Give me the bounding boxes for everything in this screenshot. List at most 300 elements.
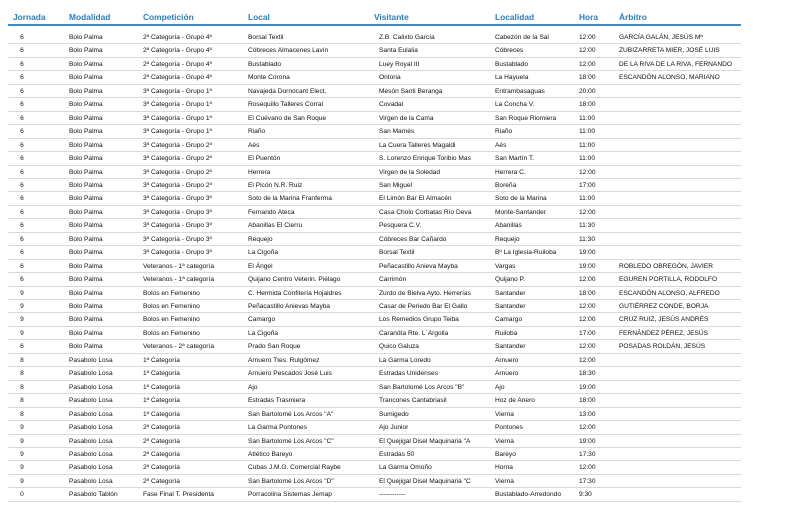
cell-modalidad: Bolo Palma — [69, 289, 103, 297]
table-row — [0, 246, 786, 259]
cell-localidad: Cabezón de la Sal — [495, 34, 549, 41]
cell-modalidad: Pasabolo Losa — [69, 383, 113, 391]
cell-visitante: Virgen de la Soledad — [379, 168, 441, 176]
cell-hora: 12:00 — [579, 276, 596, 284]
table-row — [0, 112, 786, 125]
cell-hora: 12:00 — [579, 168, 596, 176]
cell-local: Estradas Trasmiera — [248, 397, 306, 405]
cell-hora: 12:00 — [579, 343, 596, 351]
cell-hora: 12:00 — [579, 424, 596, 432]
cell-modalidad: Bolo Palma — [69, 47, 103, 55]
cell-modalidad: Bolo Palma — [69, 343, 103, 351]
cell-arbitro: EGUREN PORTILLA, RODOLFO — [619, 276, 718, 284]
cell-visitante: La Garma Omoño — [379, 464, 432, 472]
table-row — [0, 475, 786, 488]
cell-localidad: Entrambasaguas — [495, 87, 545, 95]
cell-local: Quijano Centro Veterin. Piélago — [248, 276, 341, 284]
table-row — [0, 287, 786, 300]
cell-local: Bustablado — [248, 60, 281, 68]
cell-jornada: 6 — [20, 249, 24, 257]
cell-localidad: Monte-Santander — [495, 208, 546, 216]
cell-jornada: 6 — [20, 222, 24, 230]
cell-modalidad: Bolo Palma — [69, 329, 103, 337]
table-row — [0, 71, 786, 84]
cell-jornada: 6 — [20, 208, 24, 216]
cell-competicion: Bolos en Femenino — [143, 316, 200, 324]
table-row — [0, 192, 786, 205]
table-row — [0, 327, 786, 340]
cell-visitante: Los Remedios Grupo Teiba — [379, 316, 459, 324]
cell-localidad: Ajo — [495, 383, 505, 391]
cell-competicion: 2ª Categoría - Grupo 4º — [143, 47, 212, 55]
cell-hora: 11:00 — [579, 141, 596, 149]
cell-local: Fernando Ateca — [248, 208, 295, 216]
table-row — [0, 233, 786, 246]
table-row — [0, 461, 786, 474]
cell-hora: 17:00 — [579, 329, 596, 337]
cell-hora: 12:00 — [579, 60, 596, 68]
cell-visitante: Zurdo de Bielva Ayto. Herrerías — [379, 289, 471, 297]
cell-modalidad: Pasabolo Losa — [69, 356, 113, 364]
cell-modalidad: Pasabolo Losa — [69, 464, 113, 472]
cell-local: Rosequillo Talleres Corral — [248, 101, 324, 109]
cell-visitante: Covadal — [379, 101, 404, 109]
cell-modalidad: Bolo Palma — [69, 208, 103, 216]
cell-localidad: Arnuero — [495, 370, 519, 378]
table-row — [0, 260, 786, 273]
cell-local: C. Hermida Confitería Hojaldres — [248, 289, 342, 297]
cell-jornada: 9 — [20, 316, 24, 324]
cell-local: Riaño — [248, 128, 266, 136]
cell-competicion: 3ª Categoría - Grupo 3º — [143, 222, 212, 230]
cell-competicion: 3ª Categoría - Grupo 1º — [143, 87, 212, 95]
cell-local: Herrera — [248, 168, 271, 176]
cell-competicion: 3ª Categoría - Grupo 2º — [143, 141, 212, 149]
cell-hora: 12:00 — [579, 303, 596, 310]
cell-competicion: Bolos en Femenino — [143, 303, 200, 310]
cell-jornada: 8 — [20, 397, 24, 405]
cell-competicion: 1ª Categoría — [143, 356, 180, 364]
table-row — [0, 273, 786, 286]
cell-local: La Garma Pontones — [248, 424, 308, 432]
cell-arbitro: FERNÁNDEZ PÉREZ, JESÚS — [619, 329, 709, 337]
cell-visitante: San Mamés — [379, 128, 415, 136]
cell-localidad: Herrera C. — [495, 168, 526, 176]
cell-hora: 12:00 — [579, 47, 596, 55]
cell-local: San Bartolomé Los Arcos "C" — [248, 437, 334, 445]
cell-arbitro: ESCANDÓN ALONSO, MARIANO — [619, 74, 720, 82]
cell-local: El Cuévano de San Roque — [248, 114, 327, 122]
cell-local: El Picón N.R. Ruiz — [248, 181, 303, 189]
cell-localidad: San Martín T. — [495, 155, 535, 163]
cell-visitante: La Garma Loredo — [379, 356, 431, 364]
cell-modalidad: Bolo Palma — [69, 262, 103, 270]
cell-jornada: 6 — [20, 60, 24, 68]
cell-localidad: Abanillas — [495, 222, 522, 230]
cell-competicion: 1ª Categoría — [143, 370, 180, 378]
cell-jornada: 6 — [20, 34, 24, 41]
cell-localidad: Bustablado — [495, 60, 528, 68]
cell-jornada: 6 — [20, 141, 24, 149]
cell-hora: 12:00 — [579, 356, 596, 364]
table-row — [0, 179, 786, 192]
cell-localidad: Riaño — [495, 128, 513, 136]
cell-hora: 11:00 — [579, 114, 596, 122]
cell-jornada: 9 — [20, 437, 24, 445]
cell-modalidad: Pasabolo Losa — [69, 477, 113, 485]
cell-arbitro: ZUBIZARRETA MIER, JOSÉ LUIS — [619, 47, 720, 55]
cell-visitante: Peñacastillo Anieva Mayba — [379, 262, 458, 270]
cell-competicion: 3ª Categoría - Grupo 3º — [143, 235, 212, 243]
cell-hora: 19:00 — [579, 249, 596, 257]
cell-competicion: 1ª Categoría — [143, 397, 180, 405]
cell-local: Arnuero Ttes. Rulgómez — [248, 356, 320, 364]
cell-modalidad: Bolo Palma — [69, 249, 103, 257]
table-row — [0, 85, 786, 98]
cell-local: La Cigoña — [248, 329, 279, 337]
cell-visitante: Estradas Unidenses — [379, 370, 439, 378]
cell-visitante: El Quejigal Disel Maquinaria "A — [379, 437, 471, 445]
cell-visitante: ------------ — [379, 491, 406, 499]
cell-localidad: Vierna — [495, 477, 514, 485]
row-separator — [8, 501, 741, 502]
cell-modalidad: Bolo Palma — [69, 195, 103, 203]
table-row — [0, 488, 786, 501]
table-row — [0, 31, 786, 44]
cell-jornada: 6 — [20, 74, 24, 82]
cell-competicion: 2ª Categoría - Grupo 4º — [143, 60, 212, 68]
cell-visitante: Ontoria — [379, 74, 401, 82]
cell-modalidad: Bolo Palma — [69, 168, 103, 176]
header-visitante: Visitante — [374, 12, 409, 22]
header-competicion: Competición — [143, 12, 194, 22]
cell-visitante: Pesquera C.V. — [379, 222, 422, 230]
cell-visitante: Casa Cholo Corbatas Río Deva — [379, 208, 472, 216]
table-row — [0, 421, 786, 434]
cell-competicion: 3ª Categoría - Grupo 2º — [143, 168, 212, 176]
cell-competicion: Veteranos - 1ª categoría — [143, 276, 214, 284]
cell-visitante: Z.B. Calixto García — [379, 34, 435, 41]
cell-modalidad: Pasabolo Losa — [69, 410, 113, 418]
cell-modalidad: Pasabolo Losa — [69, 450, 113, 458]
cell-jornada: 6 — [20, 276, 24, 284]
cell-localidad: Requejo — [495, 235, 520, 243]
table-row — [0, 152, 786, 165]
cell-arbitro: DE LA RIVA DE LA RIVA, FERNANDO — [619, 60, 732, 68]
cell-jornada: 9 — [20, 477, 24, 485]
cell-hora: 11:00 — [579, 128, 596, 136]
cell-localidad: Santander — [495, 303, 526, 310]
table-row — [0, 125, 786, 138]
table-header — [0, 0, 786, 25]
cell-competicion: 2ª Categoría — [143, 437, 180, 445]
table-row — [0, 44, 786, 57]
cell-hora: 9:30 — [579, 491, 592, 499]
cell-visitante: Luey Royal III — [379, 60, 420, 68]
cell-hora: 12:00 — [579, 464, 596, 472]
cell-competicion: Veteranos - 2ª categoría — [143, 343, 214, 351]
cell-competicion: 1ª Categoría — [143, 410, 180, 418]
table-row — [0, 381, 786, 394]
cell-local: Cubas J.M.G. Comercial Raybe — [248, 464, 341, 472]
cell-localidad: Quijano P. — [495, 276, 525, 284]
cell-competicion: 3ª Categoría - Grupo 2º — [143, 181, 212, 189]
cell-arbitro: CRUZ RUIZ, JESÚS ANDRÉS — [619, 316, 709, 324]
cell-visitante: Ajo Junior — [379, 424, 409, 432]
cell-visitante: El Limón Bar El Almacén — [379, 195, 452, 203]
cell-jornada: 6 — [20, 235, 24, 243]
table-row — [0, 98, 786, 111]
table-row — [0, 340, 786, 353]
cell-modalidad: Bolo Palma — [69, 276, 103, 284]
cell-arbitro: ROBLEDO OBREGÓN, JAVIER — [619, 262, 714, 270]
cell-jornada: 9 — [20, 289, 24, 297]
cell-arbitro: ESCANDÓN ALONSO, ALFREDO — [619, 289, 720, 297]
table-row — [0, 435, 786, 448]
cell-hora: 19:00 — [579, 383, 596, 391]
cell-localidad: Cóbreces — [495, 47, 524, 55]
header-arbitro: Árbitro — [619, 12, 647, 22]
cell-modalidad: Pasabolo Losa — [69, 370, 113, 378]
cell-local: Aés — [248, 141, 260, 149]
cell-visitante: San Miguel — [379, 181, 412, 189]
cell-modalidad: Bolo Palma — [69, 101, 103, 109]
cell-modalidad: Bolo Palma — [69, 87, 103, 95]
cell-localidad: Santander — [495, 343, 526, 351]
cell-competicion: 3ª Categoría - Grupo 3º — [143, 208, 212, 216]
cell-modalidad: Bolo Palma — [69, 128, 103, 136]
cell-visitante: S. Lorenzo Enrique Toribio Mas — [379, 155, 471, 163]
cell-visitante: Estradas 50 — [379, 450, 415, 458]
cell-hora: 18:00 — [579, 74, 596, 82]
cell-local: Abanillas El Cierru — [248, 222, 303, 230]
cell-hora: 18:00 — [579, 397, 596, 405]
cell-modalidad: Bolo Palma — [69, 316, 103, 324]
table-row — [0, 394, 786, 407]
cell-modalidad: Pasabolo Tablón — [69, 491, 118, 499]
cell-localidad: Arnuero — [495, 356, 519, 364]
cell-jornada: 6 — [20, 87, 24, 95]
cell-local: El Ángel — [248, 262, 273, 270]
cell-localidad: Vargas — [495, 262, 516, 270]
cell-jornada: 6 — [20, 181, 24, 189]
cell-modalidad: Bolo Palma — [69, 181, 103, 189]
cell-hora: 11:00 — [579, 155, 596, 163]
cell-visitante: San Bartolomé Los Arcos "B" — [379, 383, 465, 391]
cell-hora: 11:30 — [579, 222, 596, 230]
cell-modalidad: Bolo Palma — [69, 74, 103, 82]
cell-jornada: 9 — [20, 329, 24, 337]
cell-hora: 18:30 — [579, 370, 596, 378]
cell-competicion: 2ª Categoría — [143, 450, 180, 458]
cell-local: Prado San Roque — [248, 343, 301, 351]
cell-jornada: 6 — [20, 128, 24, 136]
cell-local: Monte Corona — [248, 74, 290, 82]
table-row — [0, 408, 786, 421]
cell-local: San Bartolomé Los Arcos "D" — [248, 477, 334, 485]
table-row — [0, 313, 786, 326]
cell-visitante: La Cuera Talleres Magaldi — [379, 141, 456, 149]
cell-visitante: Cóbreces Bar Cañardo — [379, 235, 447, 243]
cell-hora: 20:00 — [579, 87, 596, 95]
cell-modalidad: Bolo Palma — [69, 222, 103, 230]
cell-competicion: 2ª Categoría — [143, 424, 180, 432]
cell-localidad: La Hayuela — [495, 74, 529, 82]
cell-arbitro: GARCÍA GALÁN, JESÚS Mª — [619, 34, 703, 41]
cell-competicion: Fase Final T. Presidenta — [143, 491, 214, 499]
cell-hora: 12:00 — [579, 316, 596, 324]
cell-localidad: Vierna — [495, 410, 514, 418]
cell-local: La Cigoña — [248, 249, 279, 257]
cell-competicion: 3ª Categoría - Grupo 2º — [143, 155, 212, 163]
cell-local: Requejo — [248, 235, 273, 243]
cell-modalidad: Pasabolo Losa — [69, 397, 113, 405]
cell-localidad: Pontones — [495, 424, 523, 432]
cell-modalidad: Pasabolo Losa — [69, 424, 113, 432]
table-row — [0, 367, 786, 380]
cell-hora: 12:00 — [579, 208, 596, 216]
table-row — [0, 448, 786, 461]
cell-competicion: 3ª Categoría - Grupo 1º — [143, 128, 212, 136]
cell-jornada: 0 — [20, 491, 24, 499]
cell-jornada: 6 — [20, 114, 24, 122]
cell-competicion: Bolos en Femenino — [143, 289, 200, 297]
cell-hora: 11:30 — [579, 235, 596, 243]
table-row — [0, 166, 786, 179]
cell-competicion: 2ª Categoría — [143, 464, 180, 472]
cell-modalidad: Bolo Palma — [69, 141, 103, 149]
cell-jornada: 9 — [20, 303, 24, 310]
cell-arbitro: POSADAS ROLDÁN, JESÚS — [619, 343, 706, 351]
cell-hora: 17:30 — [579, 477, 596, 485]
cell-hora: 17:00 — [579, 181, 596, 189]
cell-localidad: San Roque Riomiera — [495, 114, 557, 122]
cell-local: Peñacastillo Anievas Mayba — [248, 303, 331, 310]
cell-jornada: 8 — [20, 383, 24, 391]
cell-competicion: 3ª Categoría - Grupo 3º — [143, 249, 212, 257]
cell-competicion: 2ª Categoría - Grupo 4º — [143, 34, 212, 41]
table-row — [0, 219, 786, 232]
cell-hora: 19:00 — [579, 262, 596, 270]
cell-competicion: Bolos en Femenino — [143, 329, 200, 337]
cell-modalidad: Bolo Palma — [69, 34, 103, 41]
cell-visitante: Casar de Periedo Bar El Gallo — [379, 303, 468, 310]
cell-localidad: Vierna — [495, 437, 514, 445]
cell-hora: 13:00 — [579, 410, 596, 418]
cell-visitante: Borsal Textil — [379, 249, 415, 257]
cell-localidad: Bº La Iglesia-Ruiloba — [495, 249, 557, 257]
cell-modalidad: Bolo Palma — [69, 155, 103, 163]
cell-competicion: Veteranos - 1ª categoría — [143, 262, 214, 270]
header-localidad: Localidad — [495, 12, 535, 22]
table-row — [0, 139, 786, 152]
cell-jornada: 9 — [20, 450, 24, 458]
cell-local: Borsal Textil — [248, 34, 284, 41]
header-rule — [8, 24, 741, 26]
cell-local: Soto de la Marina Franferma — [248, 195, 332, 203]
cell-modalidad: Bolo Palma — [69, 114, 103, 122]
cell-hora: 12:00 — [579, 34, 596, 41]
cell-localidad: La Concha V. — [495, 101, 535, 109]
cell-visitante: Carandía Rte. L´Argolla — [379, 329, 449, 337]
cell-localidad: Boreña — [495, 181, 517, 189]
cell-jornada: 6 — [20, 262, 24, 270]
cell-jornada: 8 — [20, 370, 24, 378]
cell-visitante: Carrimón — [379, 276, 407, 284]
cell-jornada: 9 — [20, 424, 24, 432]
table-row — [0, 206, 786, 219]
cell-hora: 17:30 — [579, 450, 596, 458]
cell-visitante: Sumigedo — [379, 410, 409, 418]
header-local: Local — [248, 12, 270, 22]
cell-localidad: Horna — [495, 464, 513, 472]
cell-visitante: Mesón Santi Beranga — [379, 87, 443, 95]
cell-localidad: Bustablado-Arredondo — [495, 491, 561, 499]
cell-visitante: Trancones Cantabriasil — [379, 397, 447, 405]
cell-jornada: 6 — [20, 47, 24, 55]
table-row — [0, 300, 786, 313]
cell-visitante: Virgen de la Cama — [379, 114, 434, 122]
cell-local: San Bartolomé Los Arcos "A" — [248, 410, 334, 418]
cell-local: Atlético Bareyo — [248, 450, 293, 458]
cell-modalidad: Bolo Palma — [69, 303, 103, 310]
cell-hora: 18:00 — [579, 289, 596, 297]
cell-competicion: 3ª Categoría - Grupo 1º — [143, 101, 212, 109]
cell-modalidad: Pasabolo Losa — [69, 437, 113, 445]
cell-visitante: Quico Galuza — [379, 343, 419, 351]
cell-localidad: Hoz de Anero — [495, 397, 535, 405]
cell-localidad: Bareyo — [495, 450, 516, 458]
cell-localidad: Camargo — [495, 316, 523, 324]
cell-localidad: Soto de la Marina — [495, 195, 547, 203]
cell-local: Cóbreces Almacenes Lavín — [248, 47, 329, 55]
header-jornada: Jornada — [13, 12, 46, 22]
cell-competicion: 2ª Categoría — [143, 477, 180, 485]
cell-hora: 18:00 — [579, 101, 596, 109]
table-row — [0, 58, 786, 71]
cell-jornada: 6 — [20, 168, 24, 176]
cell-competicion: 3ª Categoría - Grupo 1º — [143, 114, 212, 122]
cell-modalidad: Bolo Palma — [69, 235, 103, 243]
cell-competicion: 1ª Categoría — [143, 383, 180, 391]
cell-jornada: 6 — [20, 101, 24, 109]
cell-jornada: 6 — [20, 195, 24, 203]
cell-local: Navajeda Dornocant Elect. — [248, 87, 327, 95]
cell-jornada: 9 — [20, 464, 24, 472]
cell-hora: 11:00 — [579, 195, 596, 203]
cell-jornada: 6 — [20, 155, 24, 163]
table-row — [0, 354, 786, 367]
cell-hora: 19:00 — [579, 437, 596, 445]
cell-localidad: Ruiloba — [495, 329, 518, 337]
cell-local: Arnuero Pescados José Luis — [248, 370, 332, 378]
cell-visitante: Santa Eulalia — [379, 47, 418, 55]
cell-localidad: Santander — [495, 289, 526, 297]
cell-local: Ajo — [248, 383, 258, 391]
cell-local: Camargo — [248, 316, 276, 324]
cell-arbitro: GUTIÉRREZ CONDE, BORJA — [619, 303, 709, 310]
cell-localidad: Aés — [495, 141, 507, 149]
cell-local: El Puentón — [248, 155, 281, 163]
cell-jornada: 6 — [20, 343, 24, 351]
cell-local: Porracolina Sistemas Jemap — [248, 491, 332, 499]
cell-modalidad: Bolo Palma — [69, 60, 103, 68]
cell-visitante: El Quejigal Disel Maquinaria "C — [379, 477, 471, 485]
cell-competicion: 2ª Categoría - Grupo 4º — [143, 74, 212, 82]
header-modalidad: Modalidad — [69, 12, 111, 22]
cell-jornada: 8 — [20, 356, 24, 364]
cell-competicion: 3ª Categoría - Grupo 3º — [143, 195, 212, 203]
